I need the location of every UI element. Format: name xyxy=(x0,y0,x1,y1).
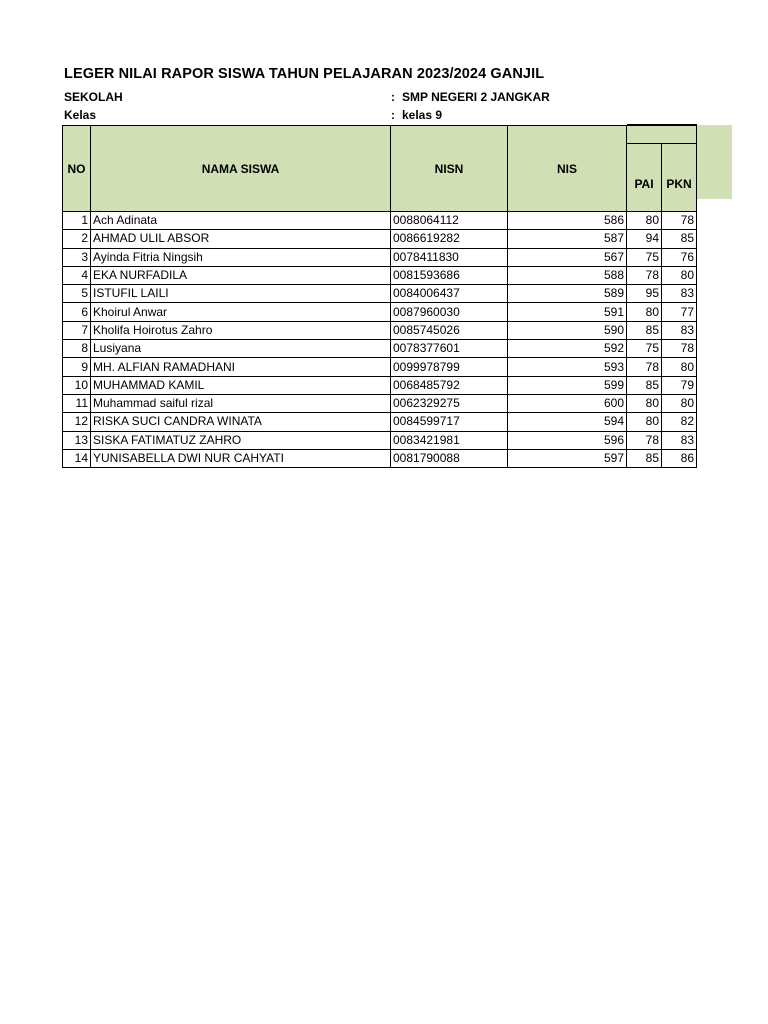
cell-nis: 600 xyxy=(508,394,627,412)
cell-nis: 591 xyxy=(508,303,627,321)
table-row xyxy=(63,413,697,431)
header-nis: NIS xyxy=(508,126,627,212)
cell-nisn: 0078411830 xyxy=(391,248,508,266)
table-row xyxy=(63,431,697,449)
table-body xyxy=(63,212,697,468)
cell-pai: 95 xyxy=(627,285,662,303)
cell-nisn: 0081593686 xyxy=(391,266,508,284)
table-row xyxy=(63,248,697,266)
cell-no: 10 xyxy=(63,376,91,394)
cell-pkn: 77 xyxy=(662,303,697,321)
cell-nis: 596 xyxy=(508,431,627,449)
cell-no: 9 xyxy=(63,358,91,376)
cell-nama-siswa: YUNISABELLA DWI NUR CAHYATI xyxy=(91,449,391,467)
header-pai: PAI xyxy=(627,144,662,212)
sekolah-colon: : xyxy=(391,90,395,104)
table-row xyxy=(63,376,697,394)
cell-nama-siswa: Ayinda Fitria Ningsih xyxy=(91,248,391,266)
cell-pkn: 78 xyxy=(662,340,697,358)
cell-nisn: 0078377601 xyxy=(391,340,508,358)
cell-no: 2 xyxy=(63,230,91,248)
header-fill-extension xyxy=(697,125,732,199)
document-title: LEGER NILAI RAPOR SISWA TAHUN PELAJARAN 2023/2024 GANJIL xyxy=(64,66,545,82)
cell-nama-siswa: MUHAMMAD KAMIL xyxy=(91,376,391,394)
cell-nis: 588 xyxy=(508,266,627,284)
cell-nis: 587 xyxy=(508,230,627,248)
table-row xyxy=(63,303,697,321)
cell-nama-siswa: MH. ALFIAN RAMADHANI xyxy=(91,358,391,376)
cell-no: 11 xyxy=(63,394,91,412)
table-row xyxy=(63,285,697,303)
table-row xyxy=(63,266,697,284)
cell-nama-siswa: Lusiyana xyxy=(91,340,391,358)
cell-pkn: 80 xyxy=(662,266,697,284)
header-nisn: NISN xyxy=(391,126,508,212)
cell-pkn: 83 xyxy=(662,431,697,449)
cell-nisn: 0087960030 xyxy=(391,303,508,321)
kelas-colon: : xyxy=(391,108,395,122)
cell-pai: 85 xyxy=(627,321,662,339)
cell-pai: 85 xyxy=(627,449,662,467)
cell-pai: 78 xyxy=(627,358,662,376)
cell-pai: 75 xyxy=(627,340,662,358)
cell-nis: 594 xyxy=(508,413,627,431)
cell-nis: 586 xyxy=(508,212,627,230)
cell-nisn: 0081790088 xyxy=(391,449,508,467)
table-row xyxy=(63,358,697,376)
header-pkn: PKN xyxy=(662,144,697,212)
cell-nisn: 0099978799 xyxy=(391,358,508,376)
cell-pkn: 86 xyxy=(662,449,697,467)
cell-pkn: 82 xyxy=(662,413,697,431)
cell-pai: 80 xyxy=(627,303,662,321)
cell-nisn: 0068485792 xyxy=(391,376,508,394)
cell-nama-siswa: RISKA SUCI CANDRA WINATA xyxy=(91,413,391,431)
cell-pai: 78 xyxy=(627,431,662,449)
cell-pkn: 80 xyxy=(662,394,697,412)
cell-pai: 94 xyxy=(627,230,662,248)
cell-nisn: 0084599717 xyxy=(391,413,508,431)
cell-nama-siswa: SISKA FATIMATUZ ZAHRO xyxy=(91,431,391,449)
header-row xyxy=(63,126,697,144)
cell-no: 8 xyxy=(63,340,91,358)
cell-pkn: 79 xyxy=(662,376,697,394)
sekolah-value: SMP NEGERI 2 JANGKAR xyxy=(402,90,550,104)
cell-nama-siswa: AHMAD ULIL ABSOR xyxy=(91,230,391,248)
table-row xyxy=(63,340,697,358)
table-row xyxy=(63,230,697,248)
cell-pai: 80 xyxy=(627,212,662,230)
cell-no: 12 xyxy=(63,413,91,431)
cell-pkn: 83 xyxy=(662,285,697,303)
table-row xyxy=(63,212,697,230)
cell-nis: 597 xyxy=(508,449,627,467)
leger-table xyxy=(62,125,697,468)
header-nama-siswa: NAMA SISWA xyxy=(91,126,391,212)
cell-no: 1 xyxy=(63,212,91,230)
cell-pai: 85 xyxy=(627,376,662,394)
cell-no: 14 xyxy=(63,449,91,467)
cell-nisn: 0083421981 xyxy=(391,431,508,449)
cell-pai: 80 xyxy=(627,413,662,431)
cell-nama-siswa: EKA NURFADILA xyxy=(91,266,391,284)
cell-no: 3 xyxy=(63,248,91,266)
cell-nis: 592 xyxy=(508,340,627,358)
kelas-value: kelas 9 xyxy=(402,108,443,122)
cell-nis: 590 xyxy=(508,321,627,339)
cell-nama-siswa: ISTUFIL LAILI xyxy=(91,285,391,303)
cell-nis: 599 xyxy=(508,376,627,394)
cell-pkn: 85 xyxy=(662,230,697,248)
cell-no: 4 xyxy=(63,266,91,284)
cell-pai: 80 xyxy=(627,394,662,412)
sekolah-label: SEKOLAH xyxy=(64,90,123,104)
cell-pkn: 80 xyxy=(662,358,697,376)
header-no: NO xyxy=(63,126,91,212)
cell-no: 7 xyxy=(63,321,91,339)
cell-pkn: 78 xyxy=(662,212,697,230)
cell-no: 6 xyxy=(63,303,91,321)
cell-no: 13 xyxy=(63,431,91,449)
table-row xyxy=(63,321,697,339)
cell-nis: 567 xyxy=(508,248,627,266)
table-row xyxy=(63,394,697,412)
cell-nama-siswa: Khoirul Anwar xyxy=(91,303,391,321)
cell-nama-siswa: Kholifa Hoirotus Zahro xyxy=(91,321,391,339)
kelas-label: Kelas xyxy=(64,108,97,122)
cell-nis: 593 xyxy=(508,358,627,376)
cell-nisn: 0085745026 xyxy=(391,321,508,339)
table-row xyxy=(63,449,697,467)
cell-pai: 75 xyxy=(627,248,662,266)
cell-pkn: 83 xyxy=(662,321,697,339)
cell-nisn: 0086619282 xyxy=(391,230,508,248)
cell-pkn: 76 xyxy=(662,248,697,266)
cell-nama-siswa: Ach Adinata xyxy=(91,212,391,230)
header-subject-group xyxy=(627,126,697,144)
cell-no: 5 xyxy=(63,285,91,303)
cell-nisn: 0084006437 xyxy=(391,285,508,303)
cell-nis: 589 xyxy=(508,285,627,303)
cell-nisn: 0088064112 xyxy=(391,212,508,230)
cell-pai: 78 xyxy=(627,266,662,284)
cell-nisn: 0062329275 xyxy=(391,394,508,412)
cell-nama-siswa: Muhammad saiful rizal xyxy=(91,394,391,412)
